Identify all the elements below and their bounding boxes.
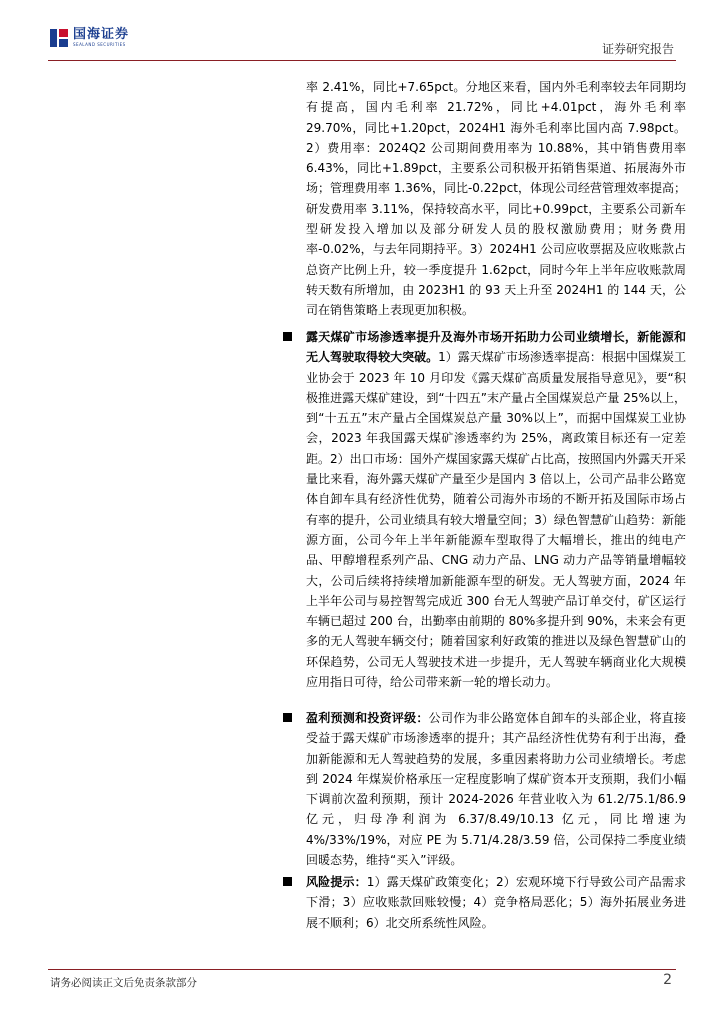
bullet-square-icon xyxy=(283,332,292,341)
section-heading: 风险提示： xyxy=(306,875,367,889)
section-market-growth xyxy=(283,327,686,692)
section-body: 公司作为非公路宽体自卸车的头部企业，将直接受益于露天煤矿市场渗透率的提升；其产品经济性优势有利于出海，叠加新能源和无人驾驶趋势的发展，多重因素将助力公司业绩增长。考虑到 2024 年煤炭价格承压一定程度影响了煤矿资本开支预期，我们小幅下调前次盈利预期，预计 2024-2026 年营业收入为 61.2/75.1/86.9 亿元，归母净利润为 6.37/8.49/10.13 亿元，同比增速为 4%/33%/19%，对应 PE 为 5.71/4.28/3.59 倍，公司保持二季度业绩回暖态势，维持“买入”评级。 xyxy=(306,711,686,868)
intro-block xyxy=(306,77,686,321)
page-header xyxy=(0,0,724,62)
page-number: 2 xyxy=(663,972,672,988)
section-text xyxy=(306,327,686,692)
company-logo xyxy=(50,28,129,47)
footer-divider xyxy=(48,969,676,970)
report-type-label: 证券研究报告 xyxy=(601,42,674,56)
section-text xyxy=(306,708,686,870)
logo-mark-icon xyxy=(50,29,68,47)
section-risk-warning xyxy=(283,872,686,933)
header-divider xyxy=(48,60,676,61)
section-heading: 盈利预测和投资评级： xyxy=(306,711,429,725)
bullet-square-icon xyxy=(283,877,292,886)
logo-name-cn: 国海证券 xyxy=(73,27,130,42)
intro-paragraph: 率 2.41%，同比+7.65pct。分地区来看，国内外毛利率较去年同期均有提高，国内毛利率 21.72%，同比+4.01pct，海外毛利率 29.70%，同比+1.20pct，2024H1 海外毛利率比国内高 7.98pct。2）费用率：2024Q2 公司期间费用率为 10.88%，其中销售费用率 6.43%，同比+1.89pct，主要系公司积极开拓销售渠道、拓展海外市场；管理费用率 1.36%，同比-0.22pct，体现公司经营管理效率提高；研发费用率 3.11%，保持较高水平，同比+0.99pct，主要系公司新车型研发投入增加以及部分研发人员的股权激励费用；财务费用率-0.02%，与去年同期持平。3）2024H1 公司应收票据及应收账款占总资产比例上升，较一季度提升 1.62pct，同时今年上半年应收账款周转天数有所增加，由 2023H1 的 93 天上升至 2024H1 的 144 天，公司在销售策略上表现更加积极。 xyxy=(306,80,686,318)
bullet-square-icon xyxy=(283,713,292,722)
section-heading: 露天煤矿市场渗透率提升及海外市场开拓助力公司业绩增长，新能源和无人驾驶取得较大突破。 xyxy=(306,330,686,365)
section-body: 1）露天煤矿政策变化；2）宏观环境下行导致公司产品需求下滑；3）应收账款回账较慢；4）竞争格局恶化；5）海外拓展业务进展不顺利；6）北交所系统性风险。 xyxy=(306,875,686,930)
footer-disclaimer: 请务必阅读正文后免责条款部分 xyxy=(50,977,197,989)
section-text xyxy=(306,872,686,933)
logo-name-en: SEALAND SECURITIES xyxy=(73,42,126,47)
section-body: 1）露天煤矿市场渗透率提高：根据中国煤炭工业协会于 2023 年 10 月印发《露天煤矿高质量发展指导意见》，要“积极推进露天煤矿建设，到“十四五”末产量占全国煤炭总产量 25%以上，到“十五五”末产量占全国煤炭总产量 30%以上”，而据中国煤炭工业协会，2023 年我国露天煤矿渗透率约为 25%，离政策目标还有一定差距。2）出口市场：国外产煤国家露天煤矿占比高，按照国内外露天开采量比来看，海外露天煤矿产量至少是国内 3 倍以上，公司产品非公路宽体自卸车具有经济性优势，随着公司海外市场的不断开拓及国际市场占有率的提升，公司业绩具有较大增量空间；3）绿色智慧矿山趋势：新能源方面，公司今年上半年新能源车型取得了大幅增长，推出的纯电产品、甲醇增程系列产品、CNG 动力产品、LNG 动力产品等销量增幅较大，公司后续将持续增加新能源车型的研发。无人驾驶方面，2024 年上半年公司与易控智驾完成近 300 台无人驾驶产品订单交付，矿区运行车辆已超过 200 台，出勤率由前期的 80%多提升到 90%，未来会有更多的无人驾驶车辆交付；随着国家利好政策的推进以及绿色智慧矿山的环保趋势，公司无人驾驶技术进一步提升，无人驾驶车辆商业化大规模应用指日可待，给公司带来新一轮的增长动力。 xyxy=(306,350,686,690)
section-earnings-forecast xyxy=(283,708,686,870)
